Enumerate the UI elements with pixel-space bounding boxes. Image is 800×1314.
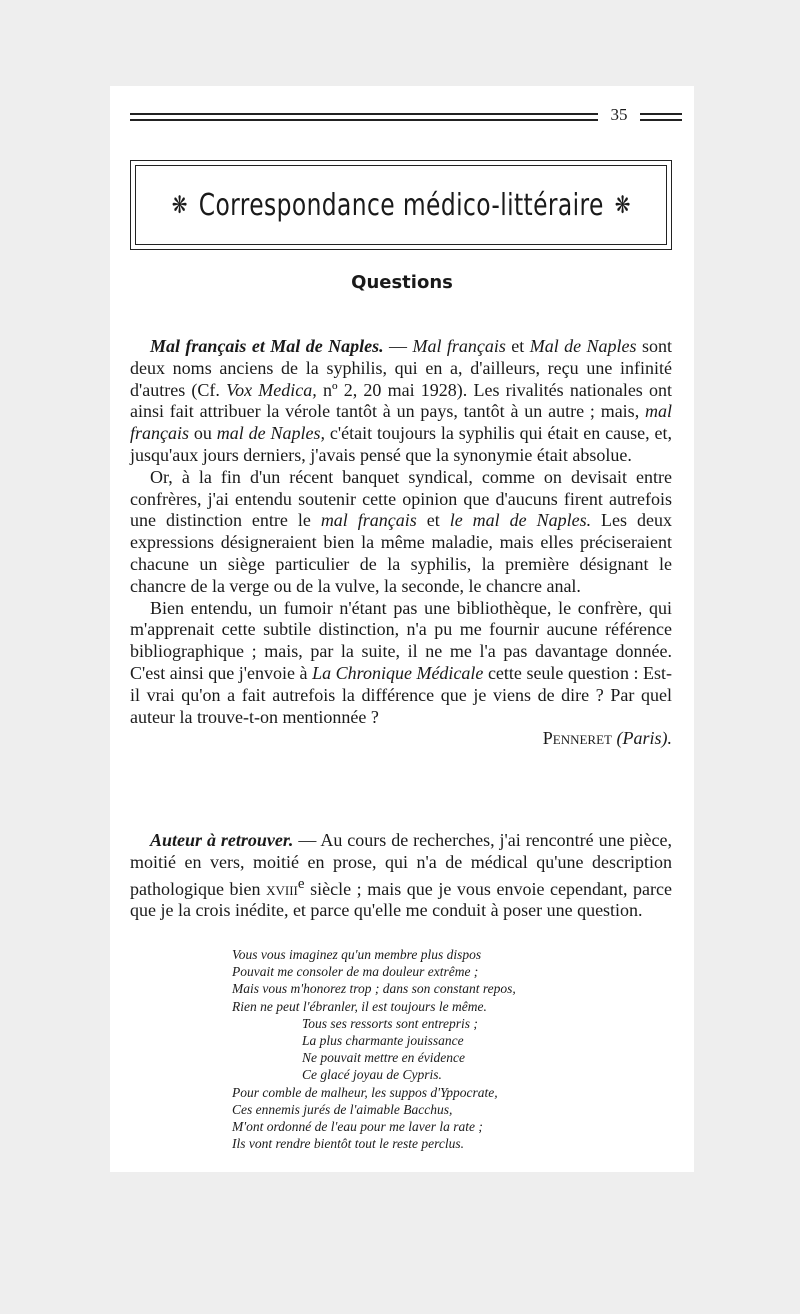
section-title-box — [130, 160, 672, 250]
book-page — [110, 86, 694, 1172]
poem-line: Vous vous imaginez qu'un membre plus dispos — [232, 947, 482, 962]
poem-line: M'ont ordonné de l'eau pour me laver la rate ; — [232, 1119, 483, 1135]
section-title-text: Correspondance médico-littéraire — [198, 187, 604, 223]
questions-heading: Questions — [351, 272, 453, 293]
poem-line: Ne pouvait mettre en évidence — [302, 1050, 465, 1066]
paragraph: Or, à la fin d'un récent banquet syndical, comme on devisait entre confrères, j'ai entendu soutenir cette opinion que d'aucuns firent autrefois une distinction entre le mal français et le mal de Naples. Les deux expressions désigneraient bien la même maladie, mais elles préciseraient chacune un siège particulier de la syphilis, la première désignant le chancre de la verge ou de la vulve, la seconde, le chancre anal. — [130, 466, 672, 596]
article-auteur-a-retrouver — [130, 830, 672, 922]
paragraph: Mal français et Mal de Naples. — Mal français et Mal de Naples sont deux noms anciens de la syphilis, qui en a, d'ailleurs, reçu une infinité d'autres (Cf. Vox Medica, nº 2, 20 mai 1928). Les rivalités nationales ont ainsi fait attribuer la vérole tantôt à un pays, tantôt à un autre ; mais, mal français ou mal de Naples, c'était toujours la syphilis qui était en cause, et, jusqu'aux jours derniers, j'avais pensé que la synonymie était absolue. — [130, 336, 673, 465]
signature-name: Penneret — [542, 728, 612, 749]
poem-line: La plus charmante jouissance — [302, 1033, 464, 1049]
poem — [232, 946, 652, 1152]
paragraph: Bien entendu, un fumoir n'étant pas une bibliothèque, le confrère, qui m'apprenait cette subtile distinction, n'a pu me fournir aucune référence bibliographique ; mais, par la suite, il ne me l'a pas davantage donnée. C'est ainsi que j'envoie à La Chronique Médicale cette seule question : Est-il vrai qu'on a fait autrefois la différence que je viens de dire ? Par quel auteur la trouve-t-on mentionnée ? — [130, 597, 672, 727]
section-title — [161, 188, 642, 223]
header-rule-right — [640, 113, 682, 121]
article-lead: Auteur à retrouver. — [150, 830, 294, 850]
poem-line: Ce glacé joyau de Cypris. — [302, 1067, 442, 1083]
header-rule-left — [130, 113, 598, 121]
poem-line: Ils vont rendre bientôt tout le reste perclus. — [232, 1136, 464, 1152]
ornament-left-icon: ❋ — [171, 190, 188, 219]
poem-line: Tous ses ressorts sont entrepris ; — [302, 1015, 478, 1031]
poem-line: Rien ne peut l'ébranler, il est toujours le même. — [232, 998, 487, 1014]
signature — [130, 728, 672, 750]
ornament-right-icon: ❋ — [614, 190, 631, 219]
paragraph: Auteur à retrouver. — Au cours de recherches, j'ai rencontré une pièce, moitié en vers, moitié en prose, qui n'a de médical qu'une description pathologique bien xviii$^e$ siècle ; mais que je vous envoie cependant, parce que je la crois inédite, et parce qu'elle me conduit à poser une question. — [130, 830, 672, 921]
article-lead: Mal français et Mal de Naples. — [150, 336, 384, 356]
page-number: 35 — [610, 105, 628, 124]
poem-line: Ces ennemis jurés de l'aimable Bacchus, — [232, 1101, 453, 1117]
signature-place: (Paris). — [616, 728, 672, 749]
poem-line: Pouvait me consoler de ma douleur extrême ; — [232, 964, 479, 980]
poem-line: Pour comble de malheur, les suppos d'Yppocrate, — [232, 1084, 498, 1100]
page-header — [130, 105, 682, 124]
article-mal-francais — [130, 336, 672, 750]
poem-line: Mais vous m'honorez trop ; dans son constant repos, — [232, 981, 516, 997]
